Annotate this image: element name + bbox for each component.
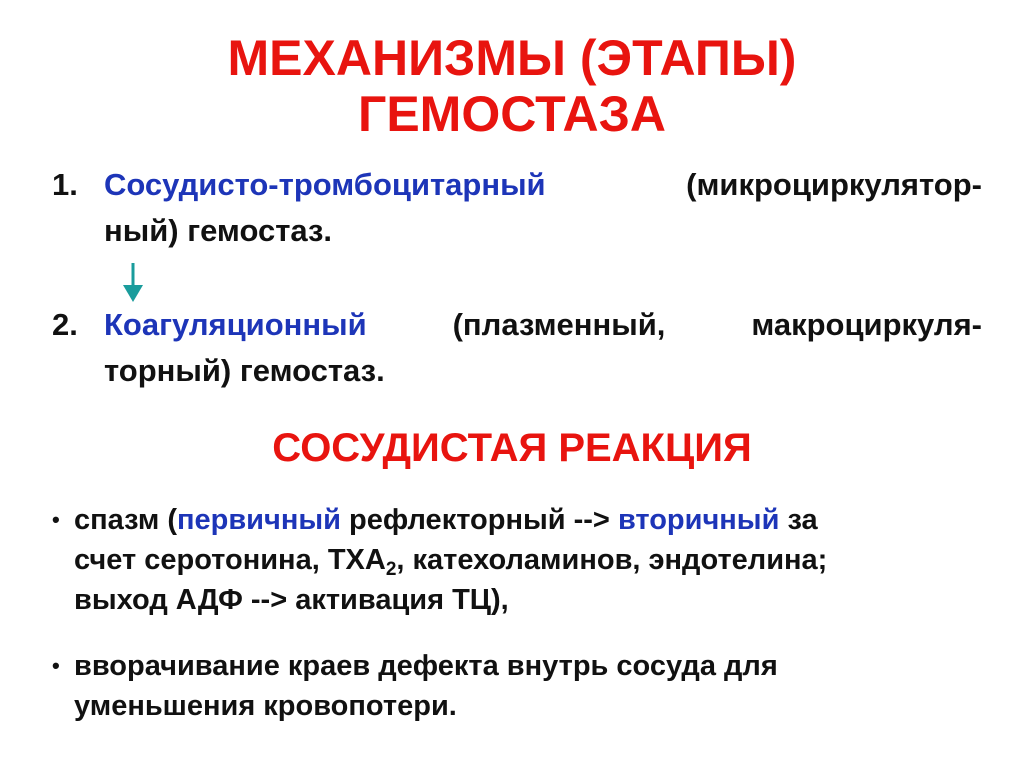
bullet-1-line-2 bbox=[74, 540, 827, 580]
bullet-2-line-2: уменьшения кровопотери. bbox=[74, 690, 457, 722]
list-item-2-middle: (плазменный, bbox=[452, 307, 666, 342]
secondary-term: вторичный bbox=[617, 504, 780, 536]
bullet-1-line-1 bbox=[74, 500, 818, 540]
primary-term: первичный bbox=[177, 504, 341, 536]
txa-subscript: 2 bbox=[385, 559, 397, 580]
slide-title bbox=[0, 30, 1024, 142]
list-number-2: 2. bbox=[52, 307, 78, 342]
list-number-1: 1. bbox=[52, 167, 78, 202]
bullet-1-text-c: за bbox=[779, 504, 818, 536]
title-line-2: ГЕМОСТАЗА bbox=[357, 86, 667, 142]
coagulation-term: Коагуляционный bbox=[104, 307, 367, 342]
title-line-1: МЕХАНИЗМЫ (ЭТАПЫ) bbox=[227, 30, 797, 86]
list-item-1-line-1 bbox=[104, 162, 982, 208]
bullet-dot-2: • bbox=[52, 653, 60, 678]
bullet-1-line-2-a: счет серотонина, ТХА bbox=[74, 544, 386, 576]
list-item-1-line-2: ный) гемостаз. bbox=[104, 213, 333, 248]
section-subtitle: СОСУДИСТАЯ РЕАКЦИЯ bbox=[272, 426, 752, 470]
bullet-1-text-b: рефлекторный --> bbox=[340, 504, 618, 536]
arrow-down-icon bbox=[120, 263, 146, 303]
bullet-1-text-a: спазм ( bbox=[74, 504, 177, 536]
list-item-2-line-1 bbox=[104, 302, 982, 348]
list-item-2-rest: макроциркуля- bbox=[751, 307, 982, 342]
list-item-2-line-2: торный) гемостаз. bbox=[104, 353, 385, 388]
bullet-dot-1: • bbox=[52, 507, 60, 532]
bullet-1-line-3: выход АДФ --> активация ТЦ), bbox=[74, 584, 509, 616]
vascular-platelet-term: Сосудисто-тромбоцитарный bbox=[104, 167, 546, 202]
bullet-1-line-2-b: , катехоламинов, эндотелина; bbox=[396, 544, 828, 576]
list-item-1-rest: (микроциркулятор- bbox=[686, 167, 982, 202]
bullet-2-line-1: вворачивание краев дефекта внутрь сосуда для bbox=[74, 650, 778, 682]
